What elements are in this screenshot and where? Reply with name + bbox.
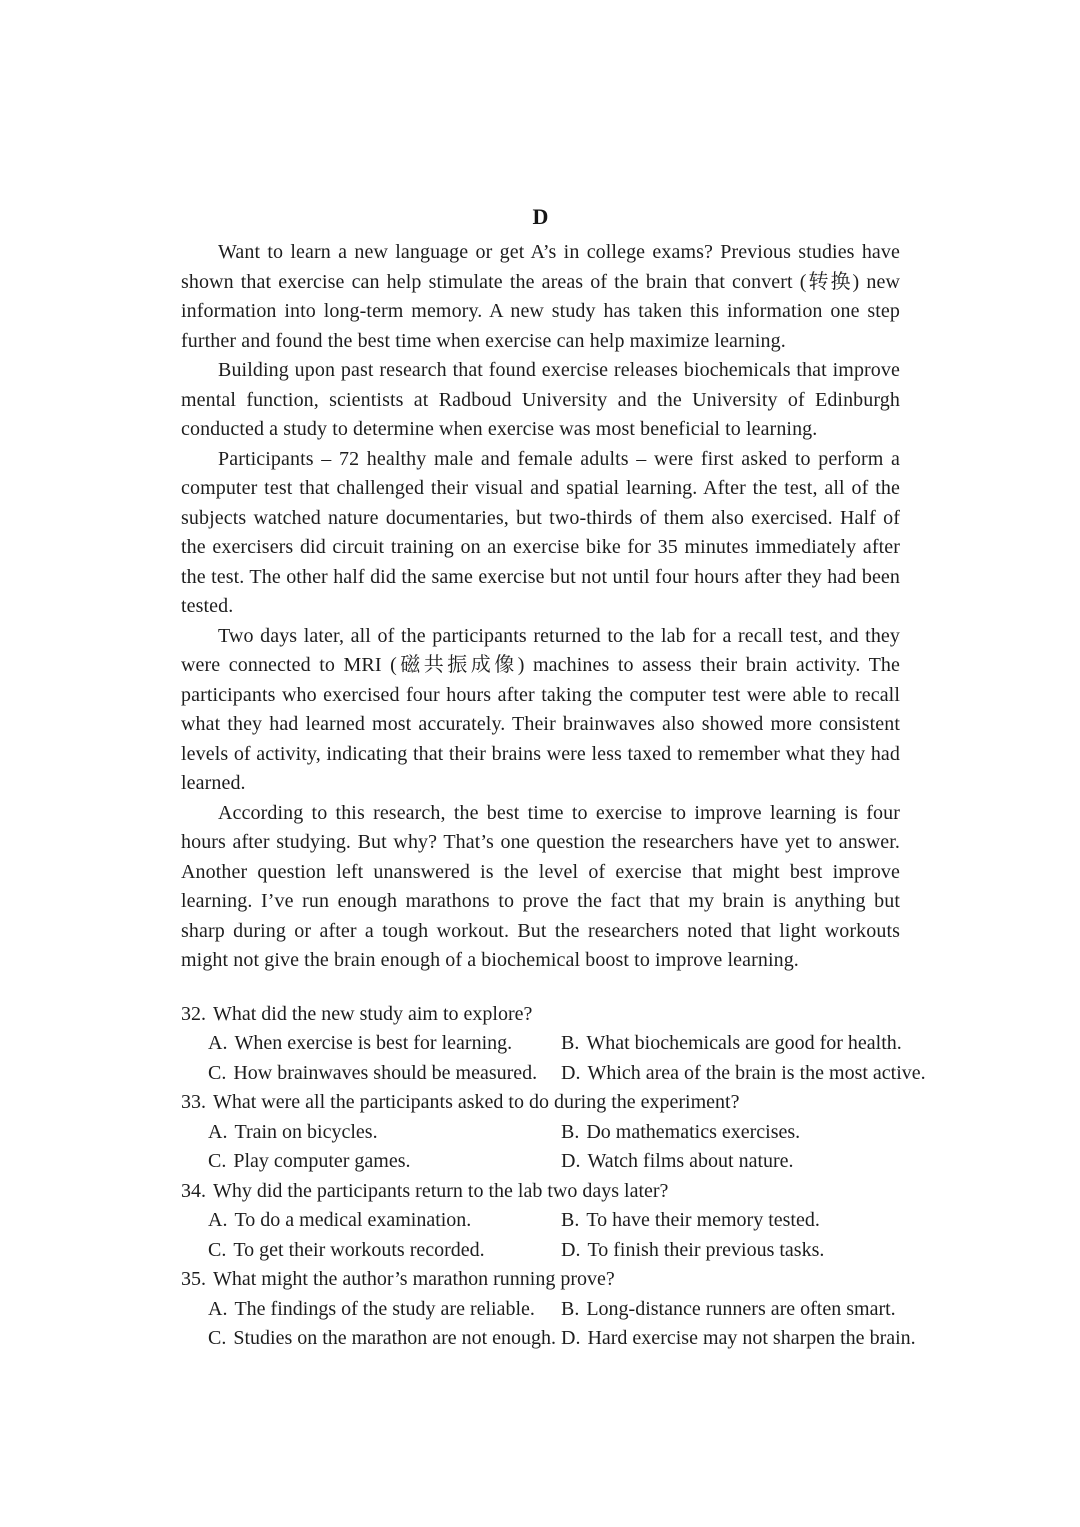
option-a (208, 1029, 561, 1059)
option-text: Play computer games. (233, 1150, 411, 1172)
option-label: B. (561, 1120, 580, 1143)
question-number: 32. (181, 1002, 206, 1025)
option-label: C. (208, 1327, 227, 1349)
option-text: The findings of the study are reliable. (234, 1297, 535, 1320)
option-c (208, 1059, 561, 1089)
option-a (208, 1295, 561, 1325)
passage-paragraph: Participants – 72 healthy male and female adults – were first asked to perform a computer test that challenged their visual and spatial learning. After the test, all of the subjects watched nature documentaries, but two-thirds of them also exercised. Half of the exercisers did circuit training on an exercise bike for 35 minutes immediately after the test. The other half did the same exercise but not until four hours after they had been tested. (181, 447, 900, 617)
option-text: To get their workouts recorded. (233, 1238, 485, 1261)
option-text: To finish their previous tasks. (587, 1238, 825, 1261)
question-35 (181, 1265, 916, 1354)
question-stem (181, 1000, 900, 1030)
option-row (181, 1295, 900, 1325)
option-d (561, 1236, 824, 1266)
option-c (208, 1147, 561, 1177)
passage-paragraph: Building upon past research that found exercise releases biochemicals that improve mental function, scientists at Radboud University and the University of Edinburgh conducted a study to determine when exercise was most beneficial to learning. (181, 359, 900, 440)
option-b (561, 1118, 800, 1148)
option-label: D. (561, 1061, 581, 1084)
question-number: 33. (181, 1091, 206, 1113)
passage-paragraph: Two days later, all of the participants returned to the lab for a recall test, and they were connected to MRI (磁共振成像) machines to assess their brain activity. The participants who exercised four hours after taking the computer test were able to recall what they had learned most accurately. Their brainwaves also showed more consistent levels of activity, indicating that their brains were less taxed to remember what they had learned. (181, 624, 900, 794)
option-text: Studies on the marathon are not enough. (233, 1327, 557, 1349)
option-label: A. (208, 1297, 228, 1320)
option-d (561, 1324, 916, 1354)
option-c (208, 1324, 561, 1354)
question-stem (181, 1177, 900, 1207)
option-row (181, 1324, 916, 1354)
question-stem (181, 1265, 900, 1295)
option-row (181, 1029, 900, 1059)
section-heading: D (532, 204, 549, 229)
option-text: Do mathematics exercises. (586, 1120, 801, 1143)
passage-paragraph: According to this research, the best time to exercise to improve learning is four hours after studying. But why? That’s one question the researchers have yet to answer. Another question left unanswered is the level of exercise that might best improve learning. I’ve run enough marathons to prove the fact that my brain is anything but sharp during or after a tough workout. But the researchers noted that light workouts might not give the brain enough of a biochemical boost to improve learning. (181, 801, 900, 971)
option-label: C. (208, 1061, 227, 1084)
question-text: What did the new study aim to explore? (213, 1002, 533, 1025)
option-label: A. (208, 1120, 228, 1143)
option-text: Hard exercise may not sharpen the brain. (587, 1327, 916, 1349)
option-text: Which area of the brain is the most active. (587, 1061, 926, 1084)
option-text: When exercise is best for learning. (234, 1032, 513, 1054)
question-33 (181, 1088, 900, 1177)
option-label: D. (561, 1327, 581, 1349)
option-text: To have their memory tested. (586, 1209, 820, 1231)
question-text: What were all the participants asked to do during the experiment? (213, 1091, 740, 1113)
option-label: A. (208, 1209, 228, 1231)
option-label: D. (561, 1150, 581, 1172)
option-label: B. (561, 1297, 580, 1320)
option-row (181, 1147, 900, 1177)
option-d (561, 1147, 794, 1177)
reading-passage-section (181, 202, 926, 1354)
option-label: B. (561, 1032, 580, 1054)
option-text: Train on bicycles. (234, 1120, 378, 1143)
question-34 (181, 1177, 900, 1266)
option-text: Watch films about nature. (587, 1150, 794, 1172)
question-text: What might the author’s marathon running prove? (213, 1268, 615, 1290)
question-text: Why did the participants return to the lab two days later? (213, 1179, 669, 1202)
passage (181, 238, 900, 976)
option-text: Long-distance runners are often smart. (586, 1297, 896, 1320)
option-label: D. (561, 1238, 581, 1261)
option-a (208, 1206, 561, 1236)
question-32 (181, 1000, 926, 1089)
option-text: What biochemicals are good for health. (586, 1032, 902, 1054)
question-number: 34. (181, 1179, 206, 1202)
option-label: B. (561, 1209, 580, 1231)
option-b (561, 1029, 902, 1059)
option-b (561, 1206, 820, 1236)
option-row (181, 1118, 900, 1148)
option-c (208, 1236, 561, 1266)
question-number: 35. (181, 1268, 206, 1290)
option-a (208, 1118, 561, 1148)
questions-section (181, 1000, 926, 1354)
option-label: C. (208, 1238, 227, 1261)
option-label: A. (208, 1032, 228, 1054)
option-row (181, 1059, 926, 1089)
option-row (181, 1236, 900, 1266)
question-stem (181, 1088, 900, 1118)
option-row (181, 1206, 900, 1236)
option-b (561, 1295, 896, 1325)
option-d (561, 1059, 926, 1089)
passage-paragraph: Want to learn a new language or get A’s in college exams? Previous studies have shown that exercise can help stimulate the areas of the brain that convert (转换) new information into long-term memory. A new study has taken this information one step further and found the best time when exercise can help maximize learning. (181, 241, 900, 352)
option-text: To do a medical examination. (234, 1209, 472, 1231)
option-text: How brainwaves should be measured. (233, 1061, 538, 1084)
option-label: C. (208, 1150, 227, 1172)
